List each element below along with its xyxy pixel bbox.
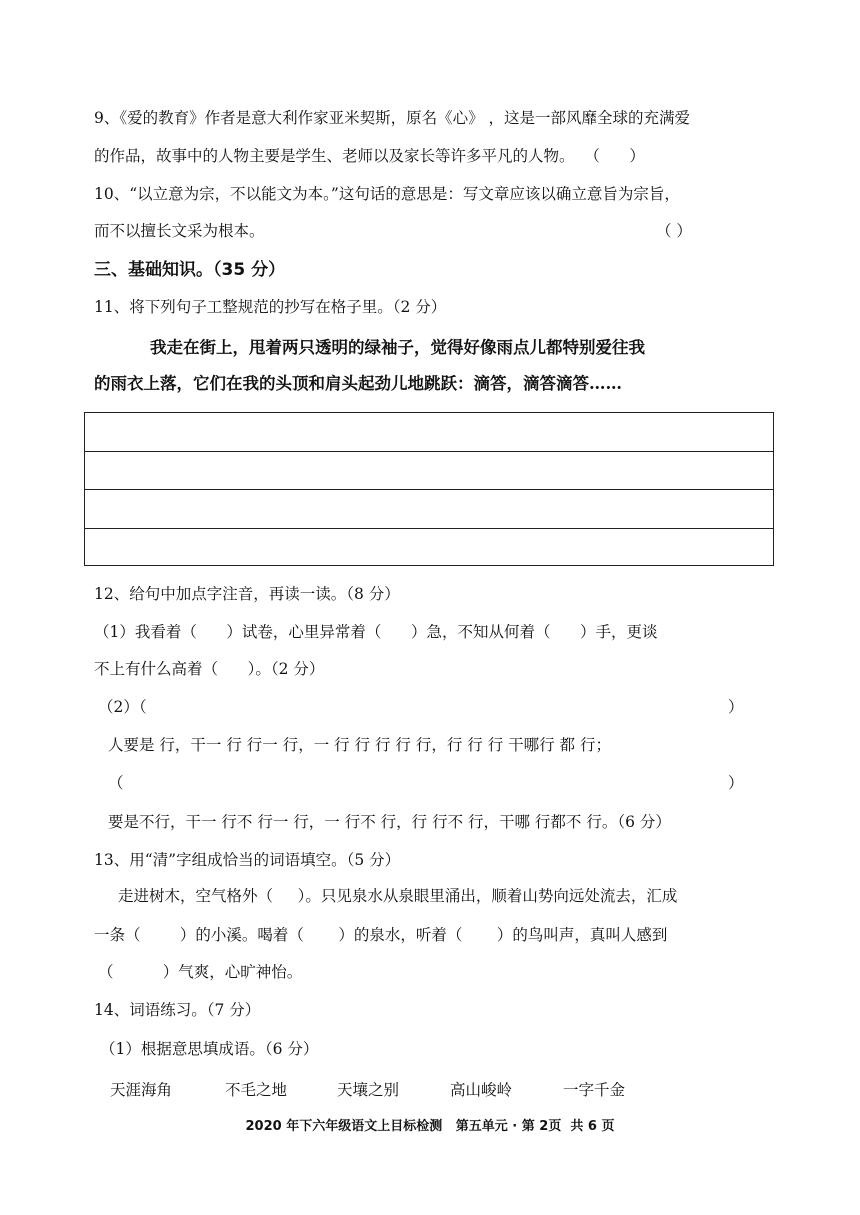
page-footer: 2020 年下六年级语文上目标检测 第五单元 · 第 2页 共 6 页 <box>245 1119 615 1134</box>
q12-part1-line2: 不上有什么高着（ ）。（2 分） <box>94 660 325 678</box>
q13-line3: （ ）气爽，心旷神怡。 <box>98 963 303 981</box>
q12-part2-line2: 要是不行，干一 行不 行一 行，一 行不 行，行 行不 行，干哪 行都不 行。（6 分） <box>108 813 671 831</box>
section3-title: 三、基础知识。（35 分） <box>94 260 286 280</box>
q13-line1: 走进树木，空气格外（ ）。只见泉水从泉眼里涌出，顺着山势向远处流去，汇成 <box>118 887 678 905</box>
q12-part2-close2: ） <box>728 774 744 792</box>
q11-passage-line1: 我走在街上，甩着两只透明的绿袖子，觉得好像雨点儿都特别爱往我 <box>150 338 645 357</box>
q12-prompt: 12、给句中加点字注音，再读一读。（8 分） <box>94 585 400 603</box>
q12-part1-line1: （1）我看着（ ）试卷，心里异常着（ ）急，不知从何着（ ）手，更谈 <box>94 623 658 641</box>
q12-part2-open: （2）（ <box>98 698 147 716</box>
q10-line2: 而不以擅长文采为根本。 <box>94 222 265 240</box>
copy-row[interactable] <box>85 413 773 452</box>
idiom-item: 高山峻岭 <box>450 1081 513 1099</box>
q10-answer-paren: （ ） <box>656 222 692 240</box>
q10-line1: 10、“以立意为宗，不以能文为本。”这句话的意思是：写文章应该以确立意旨为宗旨， <box>94 185 680 203</box>
q13-prompt: 13、用“清”字组成恰当的词语填空。（5 分） <box>94 851 401 869</box>
q11-passage-line2: 的雨衣上落，它们在我的头顶和肩头起劲儿地跳跃：滴答，滴答滴答…… <box>94 374 622 393</box>
q14-sub1: （1）根据意思填成语。（6 分） <box>100 1040 319 1058</box>
q13-line2: 一条（ ）的小溪。喝着（ ）的泉水，听着（ ）的鸟叫声，真叫人感到 <box>94 926 668 944</box>
q9-line2: 的作品，故事中的人物主要是学生、老师以及家长等许多平凡的人物。 （ ） <box>94 147 645 165</box>
idiom-item: 天壤之别 <box>337 1081 400 1099</box>
copy-row[interactable] <box>85 529 773 568</box>
q12-part2-close: ） <box>728 698 744 716</box>
idiom-item: 不毛之地 <box>225 1081 288 1099</box>
q11-prompt: 11、将下列句子工整规范的抄写在格子里。（2 分） <box>94 298 447 316</box>
idiom-item: 一字千金 <box>563 1081 626 1099</box>
q9-line1: 9、《爱的教育》作者是意大利作家亚米契斯，原名《心》 ，这是一部风靡全球的充满爱 <box>94 109 691 127</box>
copy-row[interactable] <box>85 452 773 491</box>
copy-row[interactable] <box>85 490 773 529</box>
q14-prompt: 14、词语练习。（7 分） <box>94 1001 261 1019</box>
q12-part2-line1: 人要是 行，干一 行 行一 行，一 行 行 行 行 行，行 行 行 干哪行 都 行； <box>108 736 611 754</box>
q12-part2-open2: （ <box>108 774 124 792</box>
copy-grid[interactable] <box>84 412 774 566</box>
idiom-item: 天涯海角 <box>110 1081 173 1099</box>
